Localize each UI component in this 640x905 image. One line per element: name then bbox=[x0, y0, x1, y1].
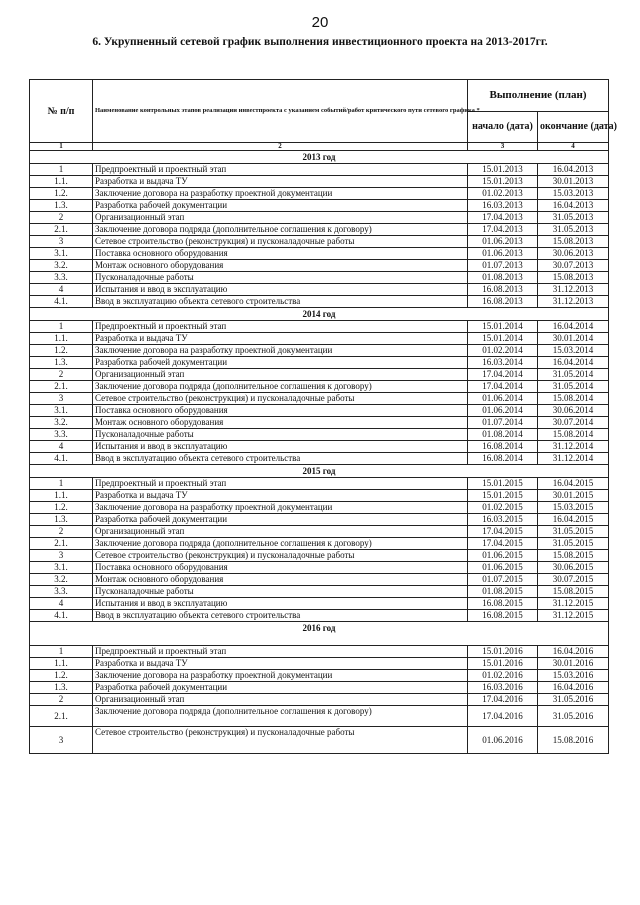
stage-number: 2 bbox=[30, 369, 93, 381]
table-row bbox=[30, 586, 609, 598]
end-date: 31.12.2014 bbox=[538, 453, 609, 465]
stage-name: Ввод в эксплуатацию объекта сетевого строительства bbox=[93, 296, 468, 308]
stage-name: Разработка рабочей документации bbox=[93, 357, 468, 369]
stage-number: 1.2. bbox=[30, 188, 93, 200]
stage-name: Монтаж основного оборудования bbox=[93, 417, 468, 429]
stage-name: Разработка и выдача ТУ bbox=[93, 658, 468, 670]
stage-number: 4 bbox=[30, 598, 93, 610]
start-date: 17.04.2013 bbox=[468, 212, 538, 224]
stage-number: 3.2. bbox=[30, 574, 93, 586]
stage-number: 3.2. bbox=[30, 260, 93, 272]
year-row bbox=[30, 151, 609, 164]
end-date: 30.06.2013 bbox=[538, 248, 609, 260]
table-row bbox=[30, 453, 609, 465]
stage-name: Сетевое строительство (реконструкция) и пусконаладочные работы bbox=[93, 236, 468, 248]
document-title: 6. Укрупненный сетевой график выполнения инвестиционного проекта на 2013-2017гг. bbox=[92, 36, 548, 48]
stage-number: 2 bbox=[30, 526, 93, 538]
end-date: 31.12.2015 bbox=[538, 598, 609, 610]
end-date: 15.03.2015 bbox=[538, 502, 609, 514]
end-date: 15.08.2015 bbox=[538, 586, 609, 598]
stage-number: 1.3. bbox=[30, 357, 93, 369]
stage-name: Пусконаладочные работы bbox=[93, 586, 468, 598]
table-row bbox=[30, 646, 609, 658]
table-row bbox=[30, 562, 609, 574]
stage-name: Предпроектный и проектный этап bbox=[93, 646, 468, 658]
table-row bbox=[30, 369, 609, 381]
stage-name: Разработка и выдача ТУ bbox=[93, 490, 468, 502]
table-row bbox=[30, 574, 609, 586]
start-date: 15.01.2014 bbox=[468, 321, 538, 333]
year-label: 2013 год bbox=[30, 151, 609, 164]
stage-number: 3 bbox=[30, 727, 93, 754]
table-row bbox=[30, 381, 609, 393]
stage-name: Заключение договора подряда (дополнительное соглашения к договору) bbox=[93, 538, 468, 550]
column-number-row bbox=[30, 143, 609, 151]
table-row bbox=[30, 538, 609, 550]
start-date: 16.08.2015 bbox=[468, 598, 538, 610]
year-label: 2014 год bbox=[30, 308, 609, 321]
start-date: 01.08.2013 bbox=[468, 272, 538, 284]
stage-name: Поставка основного оборудования bbox=[93, 248, 468, 260]
end-date: 30.07.2014 bbox=[538, 417, 609, 429]
table-row bbox=[30, 405, 609, 417]
start-date: 01.02.2013 bbox=[468, 188, 538, 200]
header-execution: Выполнение (план) bbox=[468, 80, 609, 112]
stage-name: Поставка основного оборудования bbox=[93, 562, 468, 574]
stage-name: Разработка и выдача ТУ bbox=[93, 176, 468, 188]
stage-number: 1.2. bbox=[30, 345, 93, 357]
stage-name: Заключение договора на разработку проектной документации bbox=[93, 188, 468, 200]
stage-name: Пусконаладочные работы bbox=[93, 272, 468, 284]
table-row bbox=[30, 550, 609, 562]
stage-name: Монтаж основного оборудования bbox=[93, 260, 468, 272]
year-row bbox=[30, 308, 609, 321]
header-num: № п/п bbox=[30, 80, 93, 143]
end-date: 16.04.2014 bbox=[538, 321, 609, 333]
end-date: 16.04.2013 bbox=[538, 164, 609, 176]
end-date: 16.04.2016 bbox=[538, 646, 609, 658]
stage-name: Заключение договора подряда (дополнительное соглашения к договору) bbox=[93, 224, 468, 236]
stage-number: 4.1. bbox=[30, 453, 93, 465]
table-row bbox=[30, 682, 609, 694]
start-date: 16.08.2013 bbox=[468, 284, 538, 296]
column-number: 3 bbox=[468, 143, 538, 151]
start-date: 17.04.2015 bbox=[468, 538, 538, 550]
end-date: 31.05.2013 bbox=[538, 212, 609, 224]
stage-number: 3.1. bbox=[30, 248, 93, 260]
end-date: 15.08.2016 bbox=[538, 727, 609, 754]
stage-number: 3.3. bbox=[30, 429, 93, 441]
start-date: 15.01.2014 bbox=[468, 333, 538, 345]
start-date: 17.04.2015 bbox=[468, 526, 538, 538]
table-row bbox=[30, 200, 609, 212]
stage-name: Испытания и ввод в эксплуатацию bbox=[93, 441, 468, 453]
end-date: 16.04.2016 bbox=[538, 682, 609, 694]
table-row bbox=[30, 526, 609, 538]
stage-name: Предпроектный и проектный этап bbox=[93, 164, 468, 176]
stage-number: 1.1. bbox=[30, 333, 93, 345]
start-date: 01.02.2015 bbox=[468, 502, 538, 514]
year-row bbox=[30, 465, 609, 478]
year-label: 2016 год bbox=[30, 622, 609, 646]
start-date: 16.03.2015 bbox=[468, 514, 538, 526]
stage-number: 2 bbox=[30, 694, 93, 706]
end-date: 30.01.2013 bbox=[538, 176, 609, 188]
table-row bbox=[30, 345, 609, 357]
stage-number: 3.1. bbox=[30, 405, 93, 417]
stage-number: 3.1. bbox=[30, 562, 93, 574]
start-date: 16.08.2014 bbox=[468, 441, 538, 453]
stage-name: Сетевое строительство (реконструкция) и пусконаладочные работы bbox=[93, 550, 468, 562]
stage-number: 2.1. bbox=[30, 538, 93, 550]
stage-name: Заключение договора подряда (дополнительное соглашения к договору) bbox=[93, 381, 468, 393]
start-date: 01.02.2016 bbox=[468, 670, 538, 682]
stage-number: 1.3. bbox=[30, 514, 93, 526]
stage-number: 1 bbox=[30, 164, 93, 176]
stage-name: Заключение договора на разработку проектной документации bbox=[93, 345, 468, 357]
stage-number: 4.1. bbox=[30, 296, 93, 308]
table-row bbox=[30, 284, 609, 296]
end-date: 30.01.2015 bbox=[538, 490, 609, 502]
table-row bbox=[30, 321, 609, 333]
stage-name: Организационный этап bbox=[93, 369, 468, 381]
start-date: 15.01.2015 bbox=[468, 478, 538, 490]
start-date: 17.04.2014 bbox=[468, 381, 538, 393]
header-name: Наименование контрольных этапов реализации инвестпроекта с указанием событий/работ критического пути сетевого графика * bbox=[93, 80, 468, 143]
stage-name: Сетевое строительство (реконструкция) и пусконаладочные работы bbox=[93, 393, 468, 405]
table-row bbox=[30, 610, 609, 622]
table-row bbox=[30, 502, 609, 514]
start-date: 17.04.2016 bbox=[468, 706, 538, 727]
start-date: 01.08.2015 bbox=[468, 586, 538, 598]
start-date: 01.06.2016 bbox=[468, 727, 538, 754]
table-row bbox=[30, 490, 609, 502]
stage-name: Предпроектный и проектный этап bbox=[93, 478, 468, 490]
table-row bbox=[30, 357, 609, 369]
start-date: 15.01.2015 bbox=[468, 490, 538, 502]
stage-number: 3 bbox=[30, 393, 93, 405]
stage-name: Организационный этап bbox=[93, 694, 468, 706]
end-date: 30.01.2016 bbox=[538, 658, 609, 670]
stage-number: 1 bbox=[30, 646, 93, 658]
stage-name: Организационный этап bbox=[93, 526, 468, 538]
table-row bbox=[30, 393, 609, 405]
start-date: 15.01.2013 bbox=[468, 176, 538, 188]
end-date: 30.06.2015 bbox=[538, 562, 609, 574]
start-date: 16.08.2015 bbox=[468, 610, 538, 622]
table-row bbox=[30, 441, 609, 453]
start-date: 01.06.2013 bbox=[468, 248, 538, 260]
start-date: 16.08.2013 bbox=[468, 296, 538, 308]
start-date: 01.02.2014 bbox=[468, 345, 538, 357]
stage-number: 3.2. bbox=[30, 417, 93, 429]
end-date: 15.08.2014 bbox=[538, 429, 609, 441]
start-date: 17.04.2013 bbox=[468, 224, 538, 236]
stage-number: 2 bbox=[30, 212, 93, 224]
start-date: 16.03.2013 bbox=[468, 200, 538, 212]
stage-number: 1 bbox=[30, 321, 93, 333]
table-row bbox=[30, 260, 609, 272]
stage-number: 4 bbox=[30, 441, 93, 453]
table-row bbox=[30, 176, 609, 188]
table-row bbox=[30, 236, 609, 248]
stage-number: 4.1. bbox=[30, 610, 93, 622]
table-row bbox=[30, 694, 609, 706]
stage-number: 1.1. bbox=[30, 490, 93, 502]
stage-name: Монтаж основного оборудования bbox=[93, 574, 468, 586]
end-date: 31.12.2015 bbox=[538, 610, 609, 622]
start-date: 01.06.2014 bbox=[468, 393, 538, 405]
start-date: 17.04.2014 bbox=[468, 369, 538, 381]
header-row bbox=[30, 80, 609, 112]
stage-name: Испытания и ввод в эксплуатацию bbox=[93, 598, 468, 610]
stage-name: Ввод в эксплуатацию объекта сетевого строительства bbox=[93, 453, 468, 465]
start-date: 15.01.2016 bbox=[468, 646, 538, 658]
stage-name: Заключение договора подряда (дополнительное соглашения к договору) bbox=[93, 706, 468, 727]
start-date: 01.06.2014 bbox=[468, 405, 538, 417]
year-label: 2015 год bbox=[30, 465, 609, 478]
end-date: 31.05.2015 bbox=[538, 538, 609, 550]
stage-name: Сетевое строительство (реконструкция) и пусконаладочные работы bbox=[93, 727, 468, 754]
start-date: 01.06.2015 bbox=[468, 562, 538, 574]
stage-name: Заключение договора на разработку проектной документации bbox=[93, 502, 468, 514]
stage-number: 4 bbox=[30, 284, 93, 296]
table-row bbox=[30, 429, 609, 441]
stage-name: Разработка рабочей документации bbox=[93, 682, 468, 694]
schedule-table bbox=[29, 79, 617, 754]
table-row bbox=[30, 727, 609, 754]
end-date: 16.04.2014 bbox=[538, 357, 609, 369]
table-row bbox=[30, 514, 609, 526]
start-date: 16.08.2014 bbox=[468, 453, 538, 465]
stage-name: Предпроектный и проектный этап bbox=[93, 321, 468, 333]
table-row bbox=[30, 333, 609, 345]
stage-name: Разработка рабочей документации bbox=[93, 514, 468, 526]
start-date: 16.03.2014 bbox=[468, 357, 538, 369]
end-date: 31.12.2014 bbox=[538, 441, 609, 453]
stage-number: 1 bbox=[30, 478, 93, 490]
start-date: 01.08.2014 bbox=[468, 429, 538, 441]
start-date: 01.06.2015 bbox=[468, 550, 538, 562]
stage-number: 1.1. bbox=[30, 658, 93, 670]
end-date: 31.05.2016 bbox=[538, 694, 609, 706]
start-date: 01.06.2013 bbox=[468, 236, 538, 248]
stage-name: Организационный этап bbox=[93, 212, 468, 224]
table-row bbox=[30, 598, 609, 610]
table-row bbox=[30, 248, 609, 260]
start-date: 01.07.2014 bbox=[468, 417, 538, 429]
end-date: 15.03.2016 bbox=[538, 670, 609, 682]
table-row bbox=[30, 164, 609, 176]
stage-number: 3 bbox=[30, 550, 93, 562]
start-date: 15.01.2013 bbox=[468, 164, 538, 176]
end-date: 15.08.2013 bbox=[538, 236, 609, 248]
end-date: 16.04.2013 bbox=[538, 200, 609, 212]
column-number: 2 bbox=[93, 143, 468, 151]
end-date: 30.06.2014 bbox=[538, 405, 609, 417]
header-start: начало (дата) bbox=[468, 111, 538, 143]
end-date: 31.12.2013 bbox=[538, 284, 609, 296]
end-date: 15.08.2015 bbox=[538, 550, 609, 562]
start-date: 15.01.2016 bbox=[468, 658, 538, 670]
table-row bbox=[30, 706, 609, 727]
stage-number: 3 bbox=[30, 236, 93, 248]
stage-name: Пусконаладочные работы bbox=[93, 429, 468, 441]
stage-number: 3.3. bbox=[30, 272, 93, 284]
end-date: 15.03.2014 bbox=[538, 345, 609, 357]
end-date: 15.08.2014 bbox=[538, 393, 609, 405]
table-row bbox=[30, 272, 609, 284]
table-row bbox=[30, 478, 609, 490]
table-row bbox=[30, 224, 609, 236]
end-date: 16.04.2015 bbox=[538, 478, 609, 490]
stage-number: 2.1. bbox=[30, 224, 93, 236]
end-date: 31.05.2014 bbox=[538, 381, 609, 393]
column-number: 4 bbox=[538, 143, 609, 151]
year-row bbox=[30, 622, 609, 646]
stage-name: Поставка основного оборудования bbox=[93, 405, 468, 417]
column-number: 1 bbox=[30, 143, 93, 151]
stage-name: Заключение договора на разработку проектной документации bbox=[93, 670, 468, 682]
table-row bbox=[30, 212, 609, 224]
end-date: 30.07.2015 bbox=[538, 574, 609, 586]
table-row bbox=[30, 296, 609, 308]
start-date: 01.07.2015 bbox=[468, 574, 538, 586]
stage-number: 1.3. bbox=[30, 682, 93, 694]
stage-number: 1.2. bbox=[30, 670, 93, 682]
end-date: 31.05.2016 bbox=[538, 706, 609, 727]
start-date: 16.03.2016 bbox=[468, 682, 538, 694]
end-date: 31.05.2014 bbox=[538, 369, 609, 381]
end-date: 31.12.2013 bbox=[538, 296, 609, 308]
end-date: 15.03.2013 bbox=[538, 188, 609, 200]
page-number: 20 bbox=[311, 14, 329, 31]
end-date: 31.05.2013 bbox=[538, 224, 609, 236]
stage-name: Разработка и выдача ТУ bbox=[93, 333, 468, 345]
start-date: 17.04.2016 bbox=[468, 694, 538, 706]
stage-number: 1.2. bbox=[30, 502, 93, 514]
stage-number: 3.3. bbox=[30, 586, 93, 598]
end-date: 30.01.2014 bbox=[538, 333, 609, 345]
end-date: 15.08.2013 bbox=[538, 272, 609, 284]
stage-number: 1.1. bbox=[30, 176, 93, 188]
header-end: окончание (дата) bbox=[538, 111, 609, 143]
end-date: 31.05.2015 bbox=[538, 526, 609, 538]
table-row bbox=[30, 188, 609, 200]
stage-name: Разработка рабочей документации bbox=[93, 200, 468, 212]
schedule-body bbox=[30, 80, 617, 754]
end-date: 16.04.2015 bbox=[538, 514, 609, 526]
start-date: 01.07.2013 bbox=[468, 260, 538, 272]
stage-name: Ввод в эксплуатацию объекта сетевого строительства bbox=[93, 610, 468, 622]
stage-name: Испытания и ввод в эксплуатацию bbox=[93, 284, 468, 296]
table-row bbox=[30, 417, 609, 429]
table-row bbox=[30, 658, 609, 670]
stage-number: 2.1. bbox=[30, 381, 93, 393]
stage-number: 2.1. bbox=[30, 706, 93, 727]
table-row bbox=[30, 670, 609, 682]
stage-number: 1.3. bbox=[30, 200, 93, 212]
end-date: 30.07.2013 bbox=[538, 260, 609, 272]
